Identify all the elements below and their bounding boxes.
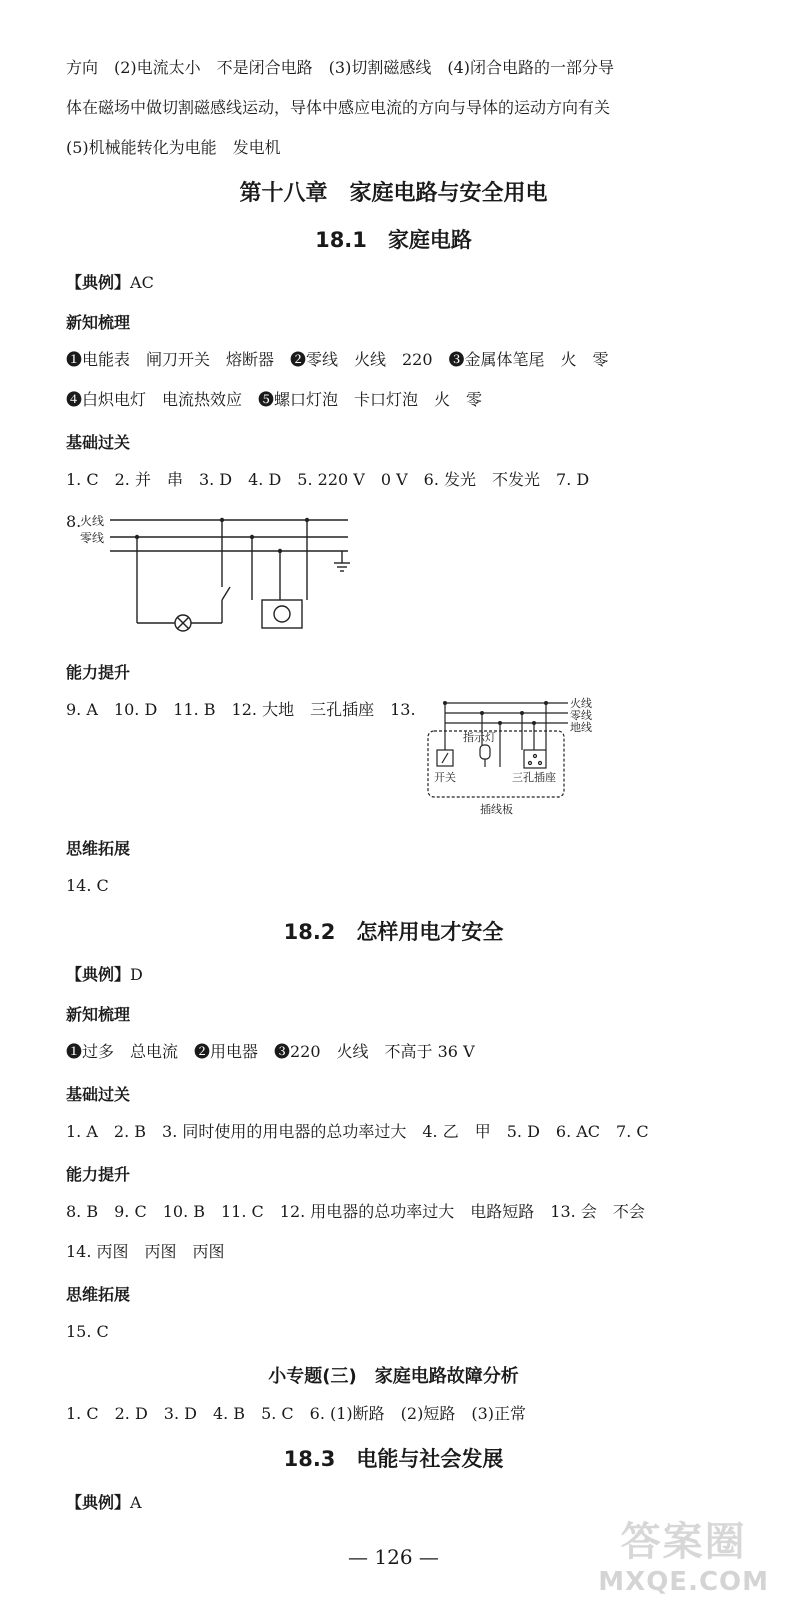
watermark-bottom: MXQE.COM [598,1567,769,1597]
chapter-title: 第十八章 家庭电路与安全用电 [239,181,548,206]
intro-line-3: (5)机械能转化为电能 发电机 [66,138,281,157]
power-strip-box [428,731,564,797]
s181-new-knowledge-1: ❶电能表 闸刀开关 熔断器 ❷零线 火线 220 ❸金属体笔尾 火 零 [66,350,609,369]
q13-live-label: 火线 [570,697,592,710]
s182-thinking-answers: 15. C [66,1322,109,1341]
example-answer: AC [130,273,154,292]
q13-board-label: 插线板 [480,803,513,816]
example-label: 【典例】 [66,273,131,292]
watermark-logo [598,1510,769,1597]
switch-icon [222,587,230,600]
section-18-1-title: 18.1 家庭电路 [315,228,472,252]
q13-socket-label: 三孔插座 [512,771,556,784]
s181-thinking-answers: 14. C [66,876,109,895]
s181-thinking-label: 思维拓展 [66,839,131,858]
example-label: 【典例】 [66,965,131,984]
s181-basic-answers: 1. C 2. 并 串 3. D 4. D 5. 220 V 0 V 6. 发光 不发光 7. D [66,470,590,489]
watermark-top: 答案圈 [620,1519,747,1565]
q13-ground-label: 地线 [570,721,592,734]
s182-new-knowledge-1: ❶过多 总电流 ❷用电器 ❸220 火线 不高于 36 V [66,1042,475,1061]
q13-power-strip-diagram [420,695,615,820]
page-number: — 126 — [348,1545,439,1569]
q13-neutral-label: 零线 [570,709,592,722]
s182-example [66,962,143,985]
topic3-title: 小专题(三) 家庭电路故障分析 [268,1366,519,1387]
example-answer: A [130,1493,142,1512]
s182-basic-answers: 1. A 2. B 3. 同时使用的用电器的总功率过大 4. 乙 甲 5. D 6. AC 7. C [66,1122,649,1141]
section-18-2-title: 18.2 怎样用电才安全 [283,920,504,944]
s182-ability-label: 能力提升 [66,1165,131,1184]
s182-thinking-label: 思维拓展 [66,1285,131,1304]
q8-live-label: 火线 [80,514,105,528]
s183-example [66,1490,142,1513]
q13-switch-label: 开关 [434,771,456,784]
s181-basic-label: 基础过关 [66,433,131,452]
q13-socket-icon [524,750,546,768]
s182-ability-answers-2: 14. 丙图 丙图 丙图 [66,1242,225,1261]
s181-new-knowledge-label: 新知梳理 [66,313,131,332]
topic3-answers: 1. C 2. D 3. D 4. B 5. C 6. (1)断路 (2)短路 (3)正常 [66,1404,527,1423]
intro-line-1: 方向 (2)电流太小 不是闭合电路 (3)切割磁感线 (4)闭合电路的一部分导 [66,58,614,77]
intro-line-2: 体在磁场中做切割磁感线运动，导体中感应电流的方向与导体的运动方向有关 [66,98,611,117]
socket-icon [262,600,302,628]
s181-new-knowledge-2: ❹白炽电灯 电流热效应 ❺螺口灯泡 卡口灯泡 火 零 [66,390,483,409]
s181-ability-answers: 9. A 10. D 11. B 12. 大地 三孔插座 13. [66,700,416,719]
s182-new-knowledge-label: 新知梳理 [66,1005,131,1024]
s181-example [66,270,154,293]
q8-circuit-diagram [80,505,370,640]
s182-ability-answers-1: 8. B 9. C 10. B 11. C 12. 用电器的总功率过大 电路短路 13. 会 不会 [66,1202,645,1221]
example-label: 【典例】 [66,1493,131,1512]
s182-basic-label: 基础过关 [66,1085,131,1104]
q8-neutral-label: 零线 [80,531,105,545]
section-18-3-title: 18.3 电能与社会发展 [283,1447,504,1471]
indicator-light-icon [480,745,490,759]
q13-indicator-label: 指示灯 [463,731,496,744]
example-answer: D [130,965,143,984]
q8-number: 8. [66,512,82,531]
s181-ability-label: 能力提升 [66,663,131,682]
